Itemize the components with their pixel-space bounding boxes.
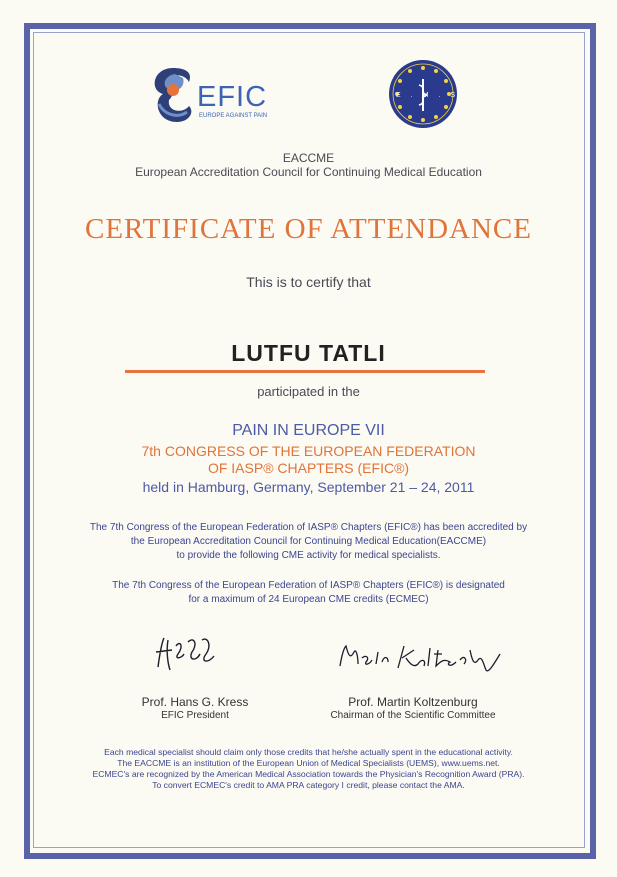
efic-tagline: EUROPE AGAINST PAIN — [199, 113, 268, 119]
signature-koltzenburg — [334, 640, 504, 675]
accreditation-line: the European Accreditation Council for Continuing Medical Education(EACCME) — [130, 536, 487, 547]
credits-line: for a maximum of 24 European CME credits (ECMEC) — [188, 594, 429, 605]
recipient-name: LUTFU TATLI — [231, 340, 386, 366]
accreditation-line: The 7th Congress of the European Federation of IASP® Chapters (EFIC®) has been accredited by — [89, 522, 528, 533]
signer-name-koltzenburg: Prof. Martin Koltzenburg — [348, 695, 478, 709]
signer-role-kress: EFIC President — [161, 710, 229, 721]
participated-text: participated in the — [257, 384, 360, 399]
footer-line: ECMEC's are recognized by the American Medical Association towards the Physician's Recognition Award (PRA). — [92, 769, 525, 779]
footer-line: The EACCME is an institution of the European Union of Medical Specialists (UEMS), www.uems.net. — [117, 758, 500, 768]
uems-initials: U.E.M.S. — [368, 92, 478, 99]
signer-role-koltzenburg: Chairman of the Scientific Committee — [330, 710, 496, 721]
signer-name-kress: Prof. Hans G. Kress — [141, 695, 249, 709]
credits-line: The 7th Congress of the European Federation of IASP® Chapters (EFIC®) is designated — [112, 580, 505, 591]
eaccme-abbreviation: EACCME — [282, 151, 335, 165]
signature-kress — [150, 632, 230, 677]
eaccme-full-name: European Accreditation Council for Continuing Medical Education — [135, 165, 482, 179]
congress-line-2: OF IASP® CHAPTERS (EFIC®) — [207, 460, 410, 476]
footer-line: Each medical specialist should claim only those credits that he/she actually spent in the educational activity. — [104, 747, 513, 757]
footer-notes — [0, 747, 617, 791]
certificate-title: CERTIFICATE OF ATTENDANCE — [85, 213, 532, 245]
efic-logo-text: EFIC — [197, 81, 268, 113]
congress-line-1: 7th CONGRESS OF THE EUROPEAN FEDERATION — [141, 443, 476, 459]
name-underline — [125, 370, 485, 373]
event-location-date: held in Hamburg, Germany, September 21 – 24, 2011 — [142, 479, 475, 495]
accreditation-line: to provide the following CME activity for medical specialists. — [176, 550, 441, 561]
event-title: PAIN IN EUROPE VII — [232, 422, 385, 439]
uems-seal-icon — [368, 59, 478, 129]
footer-line: To convert ECMEC's credit to AMA PRA category I credit, please contact the AMA. — [152, 780, 465, 790]
certify-intro: This is to certify that — [246, 274, 371, 290]
accreditation-paragraph — [0, 521, 617, 563]
credits-paragraph — [0, 579, 617, 607]
